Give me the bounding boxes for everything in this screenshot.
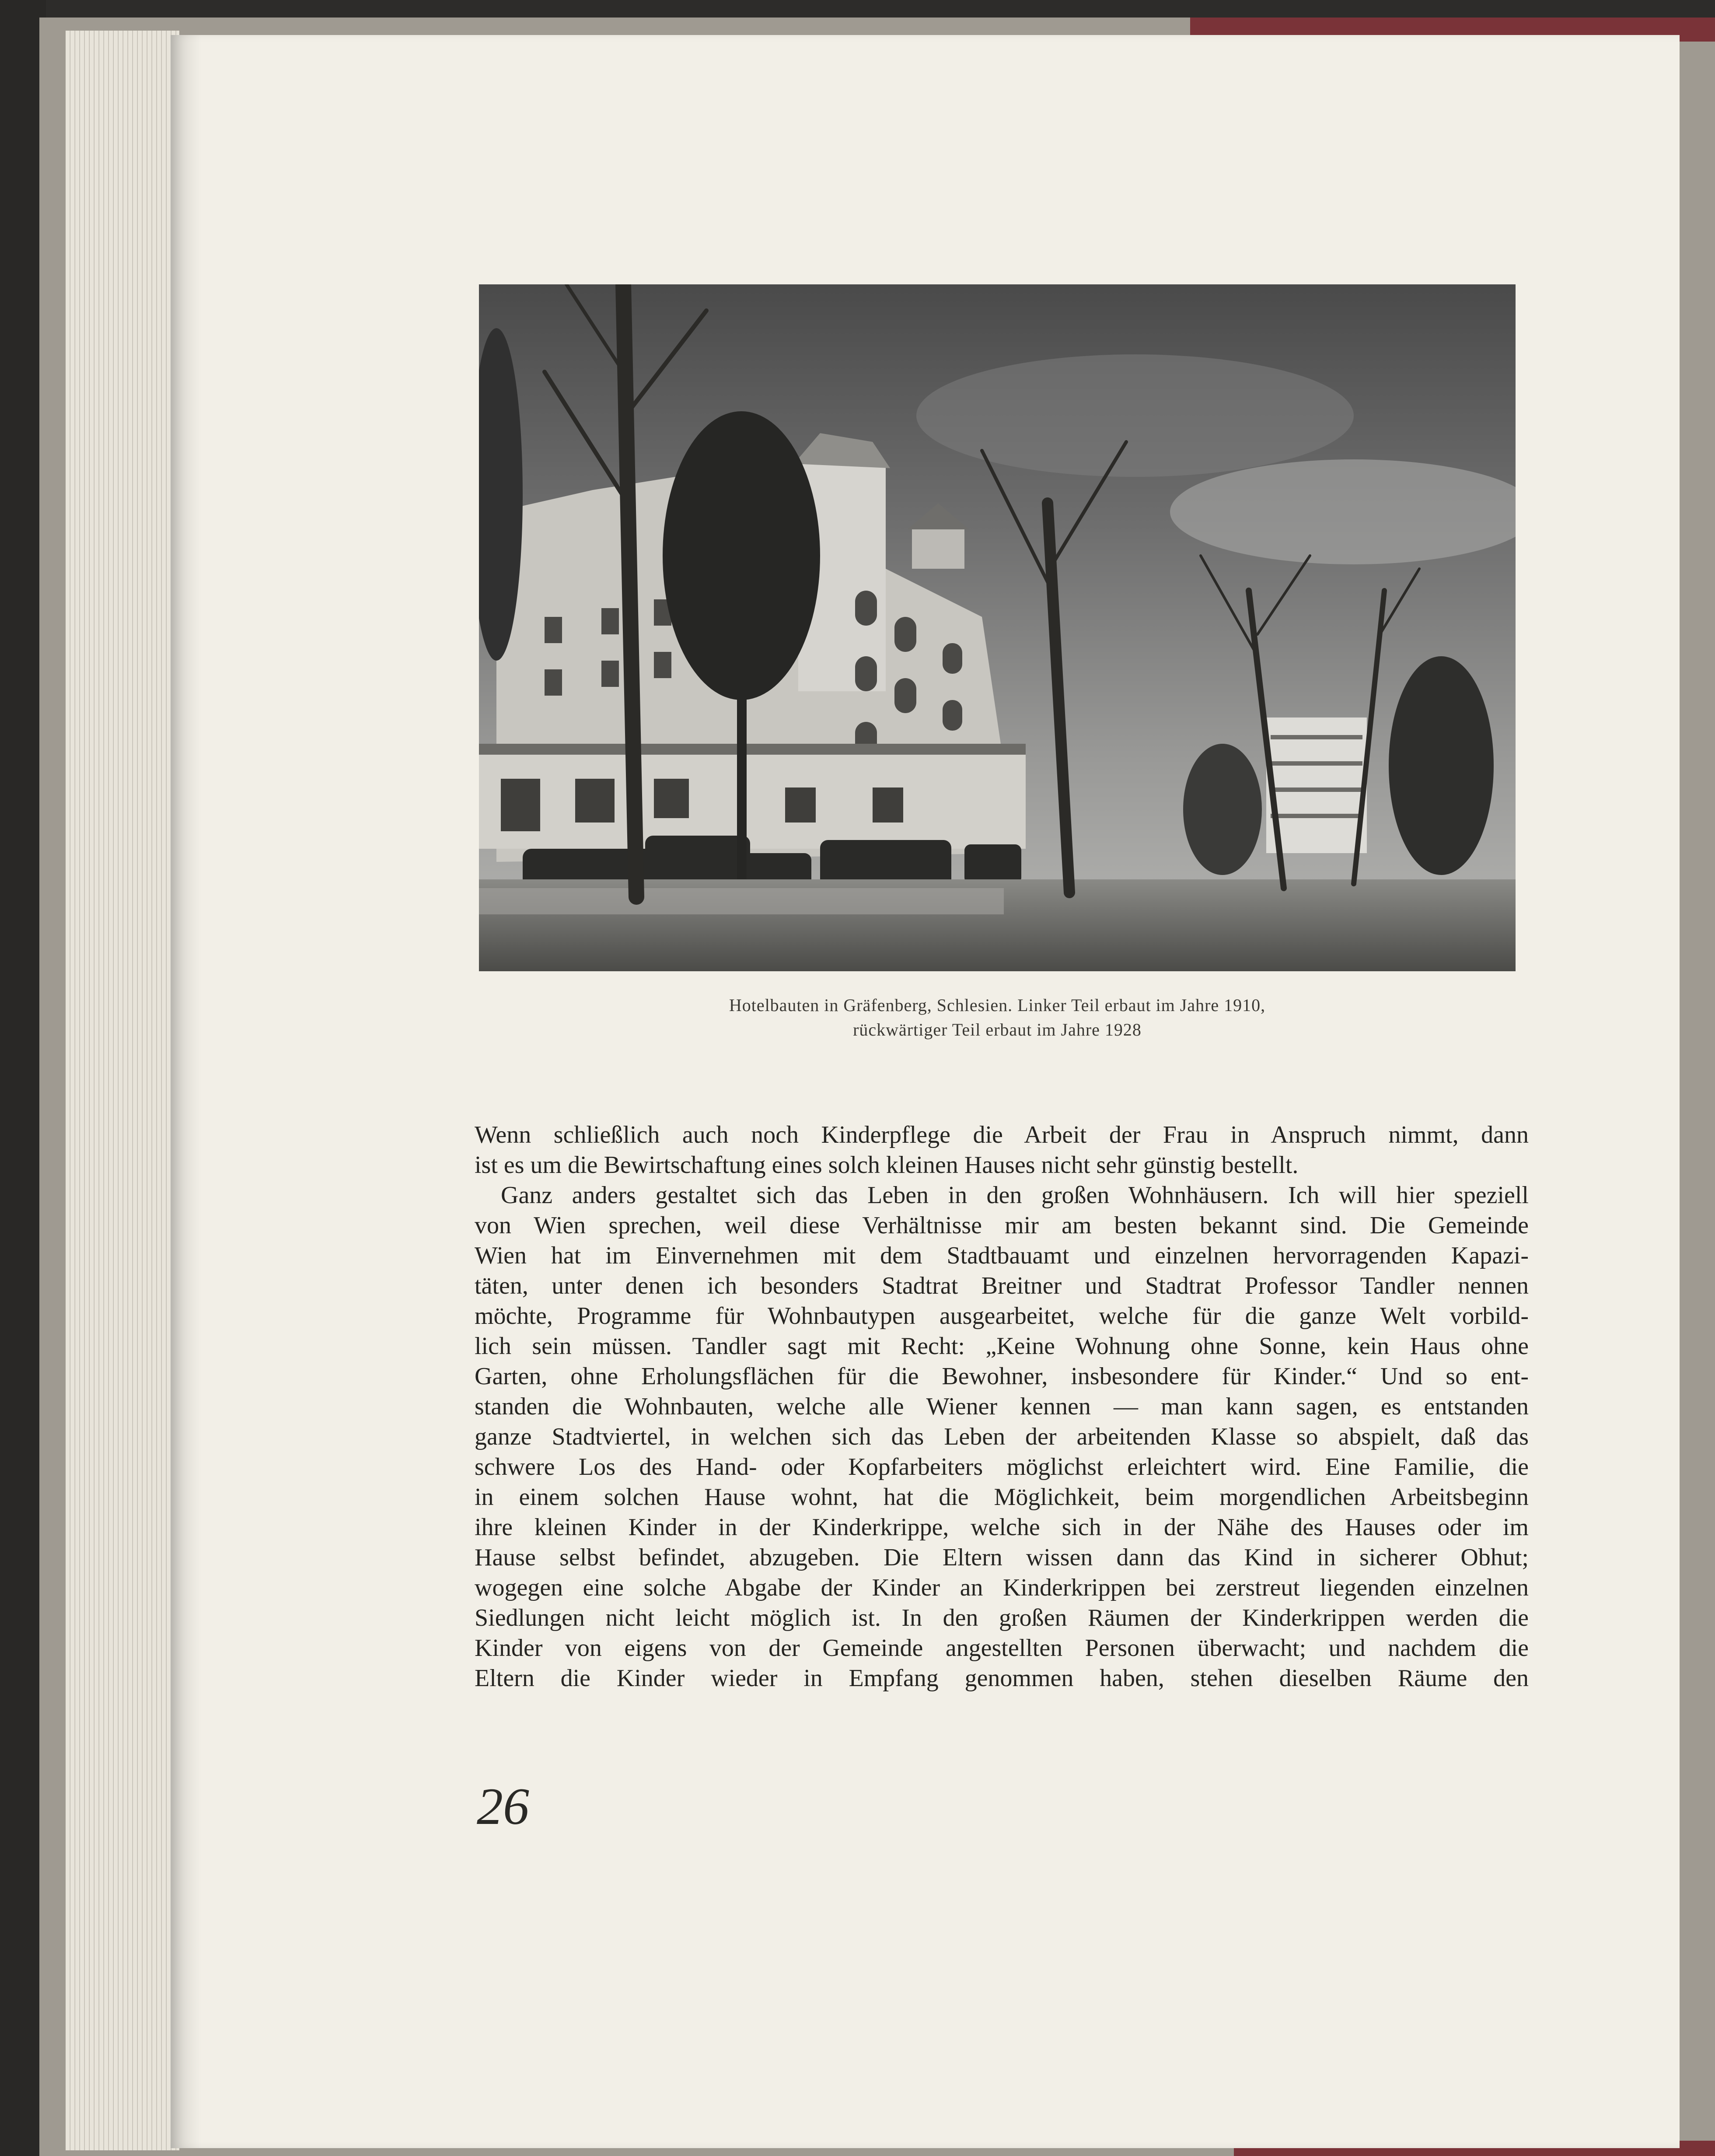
text-line: täten, unter denen ich besonders Stadtrat Breitner und Stadtrat Professor Tandler nennen (475, 1272, 1529, 1299)
text-line: lich sein müssen. Tandler sagt mit Recht: „Keine Wohnung ohne Sonne, kein Haus ohne (475, 1333, 1529, 1360)
page-stack-edges (66, 31, 179, 2150)
caption-line-2: rückwärtiger Teil erbaut im Jahre 1928 (853, 1020, 1142, 1040)
caption-line-1: Hotelbauten in Gräfenberg, Schlesien. Linker Teil erbaut im Jahre 1910, (729, 995, 1266, 1015)
text-line: Kinder von eigens von der Gemeinde angestellten Personen überwacht; und nachdem die (475, 1634, 1529, 1662)
text-line: Siedlungen nicht leicht möglich ist. In den großen Räumen der Kinderkrippen werden die (475, 1604, 1529, 1631)
text-line: Garten, ohne Erholungsflächen für die Bewohner, insbesondere für Kinder.“ Und so ent- (475, 1363, 1529, 1390)
text-line: Ganz anders gestaltet sich das Leben in den großen Wohnhäusern. Ich will hier speziell (501, 1182, 1529, 1209)
text-line: von Wien sprechen, weil diese Verhältnisse mir am besten bekannt sind. Die Gemeinde (475, 1212, 1529, 1239)
text-line: in einem solchen Hause wohnt, hat die Möglichkeit, beim morgendlichen Arbeitsbeginn (475, 1484, 1529, 1511)
text-line: ganze Stadtviertel, in welchen sich das Leben der arbeitenden Klasse so abspielt, daß das (475, 1423, 1529, 1450)
text-line: schwere Los des Hand- oder Kopfarbeiters möglichst erleichtert wird. Eine Familie, die (475, 1453, 1529, 1480)
text-line: möchte, Programme für Wohnbautypen ausgearbeitet, welche für die ganze Welt vorbild- (475, 1302, 1529, 1330)
body-text (475, 1120, 1529, 1694)
text-line: Wenn schließlich auch noch Kinderpflege die Arbeit der Frau in Anspruch nimmt, dann (475, 1121, 1529, 1148)
page-number: 26 (477, 1777, 529, 1835)
text-line: ihre kleinen Kinder in der Kinderkrippe, welche sich in der Nähe des Hauses oder im (475, 1514, 1529, 1541)
hotel-photograph (479, 284, 1516, 971)
text-line: standen die Wohnbauten, welche alle Wiener kennen — man kann sagen, es entstanden (475, 1393, 1529, 1420)
text-line: wogegen eine solche Abgabe der Kinder an Kinderkrippen bei zerstreut liegenden einzelnen (475, 1574, 1529, 1601)
text-line: Wien hat im Einvernehmen mit dem Stadtbauamt und einzelnen hervorragenden Kapazi- (475, 1242, 1529, 1269)
text-line: Eltern die Kinder wieder in Empfang genommen haben, stehen dieselben Räume den (475, 1665, 1529, 1692)
gutter-shadow (171, 35, 201, 2148)
text-line: Hause selbst befindet, abzugeben. Die Eltern wissen dann das Kind in sicherer Obhut; (475, 1544, 1529, 1571)
photo-caption (479, 993, 1516, 1042)
text-line: ist es um die Bewirtschaftung eines solch kleinen Hauses nicht sehr günstig bestellt. (475, 1152, 1299, 1179)
